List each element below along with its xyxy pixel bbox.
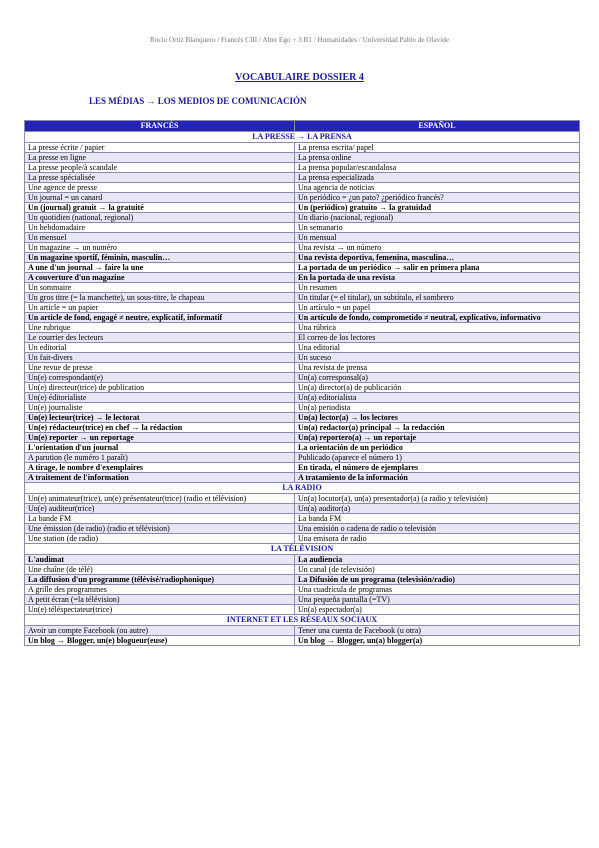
spanish-term: Un mensual <box>295 233 580 243</box>
table-row <box>25 213 580 223</box>
french-term: Un fait-divers <box>25 353 295 363</box>
table-row <box>25 443 580 453</box>
spanish-term: Un suceso <box>295 353 580 363</box>
spanish-term: Un(a) locutor(a), un(a) presentador(a) (a radio y televisión) <box>295 494 580 504</box>
table-row <box>25 636 580 646</box>
document-title: VOCABULAIRE DOSSIER 4 <box>235 72 364 83</box>
vocabulary-table <box>24 120 580 646</box>
table-row <box>25 153 580 163</box>
spanish-term: Un semanario <box>295 223 580 233</box>
spanish-term: Una revista deportiva, femenina, masculina… <box>295 253 580 263</box>
spanish-term: Tener una cuenta de Facebook (u otra) <box>295 626 580 636</box>
table-row <box>25 463 580 473</box>
table-row <box>25 223 580 233</box>
spanish-term: Un blog → Blogger, un(a) blogger(a) <box>295 636 580 646</box>
table-row <box>25 363 580 373</box>
section-title: LA RADIO <box>25 483 580 494</box>
section-header-row <box>25 615 580 626</box>
spanish-term: Un(a) corresponsal(a) <box>295 373 580 383</box>
french-term: Une revue de presse <box>25 363 295 373</box>
french-term: Un(e) journaliste <box>25 403 295 413</box>
french-term: Un magazine → un numéro <box>25 243 295 253</box>
table-row <box>25 183 580 193</box>
french-term: Une émission (de radio) (radio et télévision) <box>25 524 295 534</box>
spanish-term: Un(a) lector(a) → los lectores <box>295 413 580 423</box>
french-term: Un article = un papier <box>25 303 295 313</box>
french-term: Une station (de radio) <box>25 534 295 544</box>
french-term: A couverture d'un magazine <box>25 273 295 283</box>
spanish-term: Un artículo = un papel <box>295 303 580 313</box>
french-term: L'orientation d'un journal <box>25 443 295 453</box>
table-row <box>25 323 580 333</box>
table-row <box>25 423 580 433</box>
page-header: Rocío Ortiz Blanquero / Francés CIII / Alter Ego + 3 B1 / Humanidades / Universidad Pablo de Olavide <box>149 36 450 44</box>
spanish-term: La prensa online <box>295 153 580 163</box>
table-row <box>25 173 580 183</box>
french-term: Un blog → Blogger, un(e) blogueur(euse) <box>25 636 295 646</box>
table-row <box>25 565 580 575</box>
spanish-term: La prensa escrita/ papel <box>295 143 580 153</box>
spanish-term: La audiencia <box>295 555 580 565</box>
section-header-row <box>25 544 580 555</box>
french-term: Un magazine sportif, féminin, masculin… <box>25 253 295 263</box>
table-row <box>25 383 580 393</box>
section-title: INTERNET ET LES RÉSEAUX SOCIAUX <box>25 615 580 626</box>
french-term: Avoir un compte Facebook (ou autre) <box>25 626 295 636</box>
french-term: Un gros titre (= la manchette), un sous-titre, le chapeau <box>25 293 295 303</box>
section-title: LA TÉLÉVISION <box>25 544 580 555</box>
spanish-term: La portada de un periódico → salir en primera plana <box>295 263 580 273</box>
french-term: Un(e) correspondant(e) <box>25 373 295 383</box>
french-term: Un quotidien (national, regional) <box>25 213 295 223</box>
table-row <box>25 263 580 273</box>
table-row <box>25 494 580 504</box>
table-header-row <box>25 121 580 132</box>
french-term: Un(e) lecteur(trice) → le lectorat <box>25 413 295 423</box>
spanish-term: Un(a) director(a) de publicación <box>295 383 580 393</box>
section-header-row <box>25 483 580 494</box>
spanish-term: Un titular (= el titular), un subtítulo, el sombrero <box>295 293 580 303</box>
spanish-term: Un(a) auditor(a) <box>295 504 580 514</box>
document-subtitle: LES MÉDIAS → LOS MEDIOS DE COMUNICACIÓN <box>89 96 307 106</box>
spanish-term: Una rúbrica <box>295 323 580 333</box>
spanish-term: La prensa especializada <box>295 173 580 183</box>
spanish-term: Una emisora de radio <box>295 534 580 544</box>
french-term: Un(e) rédacteur(trice) en chef → la rédaction <box>25 423 295 433</box>
table-row <box>25 333 580 343</box>
table-row <box>25 203 580 213</box>
spanish-term: Un(a) editorialista <box>295 393 580 403</box>
table-row <box>25 273 580 283</box>
table-row <box>25 343 580 353</box>
spanish-term: Un (periódico) gratuito → la gratuidad <box>295 203 580 213</box>
table-row <box>25 555 580 565</box>
table-row <box>25 163 580 173</box>
french-term: Un article de fond, engagé ≠ neutre, explicatif, informatif <box>25 313 295 323</box>
french-term: A grille des programmes <box>25 585 295 595</box>
spanish-term: Un canal (de televisión) <box>295 565 580 575</box>
spanish-term: Una emisión o cadena de radio o televisión <box>295 524 580 534</box>
table-row <box>25 514 580 524</box>
spanish-term: La prensa popular/escandalosa <box>295 163 580 173</box>
spanish-term: La banda FM <box>295 514 580 524</box>
spanish-term: Un(a) periodista <box>295 403 580 413</box>
vocabulary-table-body <box>25 132 580 646</box>
french-term: Une agence de presse <box>25 183 295 193</box>
table-row <box>25 524 580 534</box>
section-title: LA PRESSE → LA PRENSA <box>25 132 580 143</box>
table-row <box>25 534 580 544</box>
french-term: A parution (le numéro 1 paraît) <box>25 453 295 463</box>
spanish-term: Un(a) espectador(a) <box>295 605 580 615</box>
french-term: Un(e) auditeur(trice) <box>25 504 295 514</box>
spanish-term: En la portada de una revista <box>295 273 580 283</box>
spanish-term: Publicado (aparece el número 1) <box>295 453 580 463</box>
table-row <box>25 453 580 463</box>
table-row <box>25 403 580 413</box>
spanish-term: El correo de los lectores <box>295 333 580 343</box>
french-term: Un(e) téléspectateur(trice) <box>25 605 295 615</box>
french-term: Un(e) éditorialiste <box>25 393 295 403</box>
spanish-term: La Difusión de un programa (televisión/radio) <box>295 575 580 585</box>
table-row <box>25 433 580 443</box>
column-header-spanish: ESPAÑOL <box>295 121 580 132</box>
french-term: La bande FM <box>25 514 295 524</box>
table-row <box>25 504 580 514</box>
table-row <box>25 393 580 403</box>
french-term: A tirage, le nombre d'exemplaires <box>25 463 295 473</box>
french-term: Une chaîne (de télé) <box>25 565 295 575</box>
french-term: A une d'un journal → faire la une <box>25 263 295 273</box>
spanish-term: Una editorial <box>295 343 580 353</box>
french-term: Un mensuel <box>25 233 295 243</box>
spanish-term: Una pequeña pantalla (=TV) <box>295 595 580 605</box>
french-term: Un (journal) gratuit → la gratuité <box>25 203 295 213</box>
column-header-french: FRANCÉS <box>25 121 295 132</box>
spanish-term: En tirada, el número de ejemplares <box>295 463 580 473</box>
table-row <box>25 193 580 203</box>
table-row <box>25 243 580 253</box>
french-term: La presse en ligne <box>25 153 295 163</box>
table-row <box>25 353 580 363</box>
spanish-term: La orientación de un periódico <box>295 443 580 453</box>
french-term: Un journal = un canard <box>25 193 295 203</box>
section-header-row <box>25 132 580 143</box>
french-term: La presse écrite / papier <box>25 143 295 153</box>
spanish-term: Un periódico = ¿un pato? ¿periódico francés? <box>295 193 580 203</box>
table-row <box>25 605 580 615</box>
french-term: L'audimat <box>25 555 295 565</box>
spanish-term: Un(a) redactor(a) principal → la redacción <box>295 423 580 433</box>
french-term: A petit écran (=la télévision) <box>25 595 295 605</box>
table-row <box>25 143 580 153</box>
table-row <box>25 253 580 263</box>
french-term: La presse spécialisée <box>25 173 295 183</box>
spanish-term: A tratamiento de la información <box>295 473 580 483</box>
spanish-term: Una cuadrícula de programas <box>295 585 580 595</box>
table-row <box>25 595 580 605</box>
spanish-term: Un resumen <box>295 283 580 293</box>
table-row <box>25 303 580 313</box>
table-row <box>25 293 580 303</box>
table-row <box>25 585 580 595</box>
spanish-term: Una revista de prensa <box>295 363 580 373</box>
table-row <box>25 313 580 323</box>
french-term: La diffusion d'un programme (télévisé/radiophonique) <box>25 575 295 585</box>
french-term: Le courrier des lecteurs <box>25 333 295 343</box>
french-term: Un(e) animateur(trice), un(e) présentateur(trice) (radio et télévision) <box>25 494 295 504</box>
french-term: Un(e) reporter → un reportage <box>25 433 295 443</box>
french-term: Un sommaire <box>25 283 295 293</box>
spanish-term: Un artículo de fondo, comprometido ≠ neutral, explicativo, informativo <box>295 313 580 323</box>
spanish-term: Una agencia de noticias <box>295 183 580 193</box>
table-row <box>25 413 580 423</box>
french-term: A traitement de l'information <box>25 473 295 483</box>
spanish-term: Una revista → un número <box>295 243 580 253</box>
spanish-term: Un diario (nacional, regional) <box>295 213 580 223</box>
spanish-term: Un(a) reportero(a) → un reportaje <box>295 433 580 443</box>
table-row <box>25 283 580 293</box>
table-row <box>25 626 580 636</box>
french-term: Un hebdomadaire <box>25 223 295 233</box>
french-term: Une rubrique <box>25 323 295 333</box>
french-term: La presse people/à scandale <box>25 163 295 173</box>
french-term: Un editorial <box>25 343 295 353</box>
table-row <box>25 473 580 483</box>
table-row <box>25 373 580 383</box>
french-term: Un(e) directeur(trice) de publication <box>25 383 295 393</box>
table-row <box>25 233 580 243</box>
table-row <box>25 575 580 585</box>
